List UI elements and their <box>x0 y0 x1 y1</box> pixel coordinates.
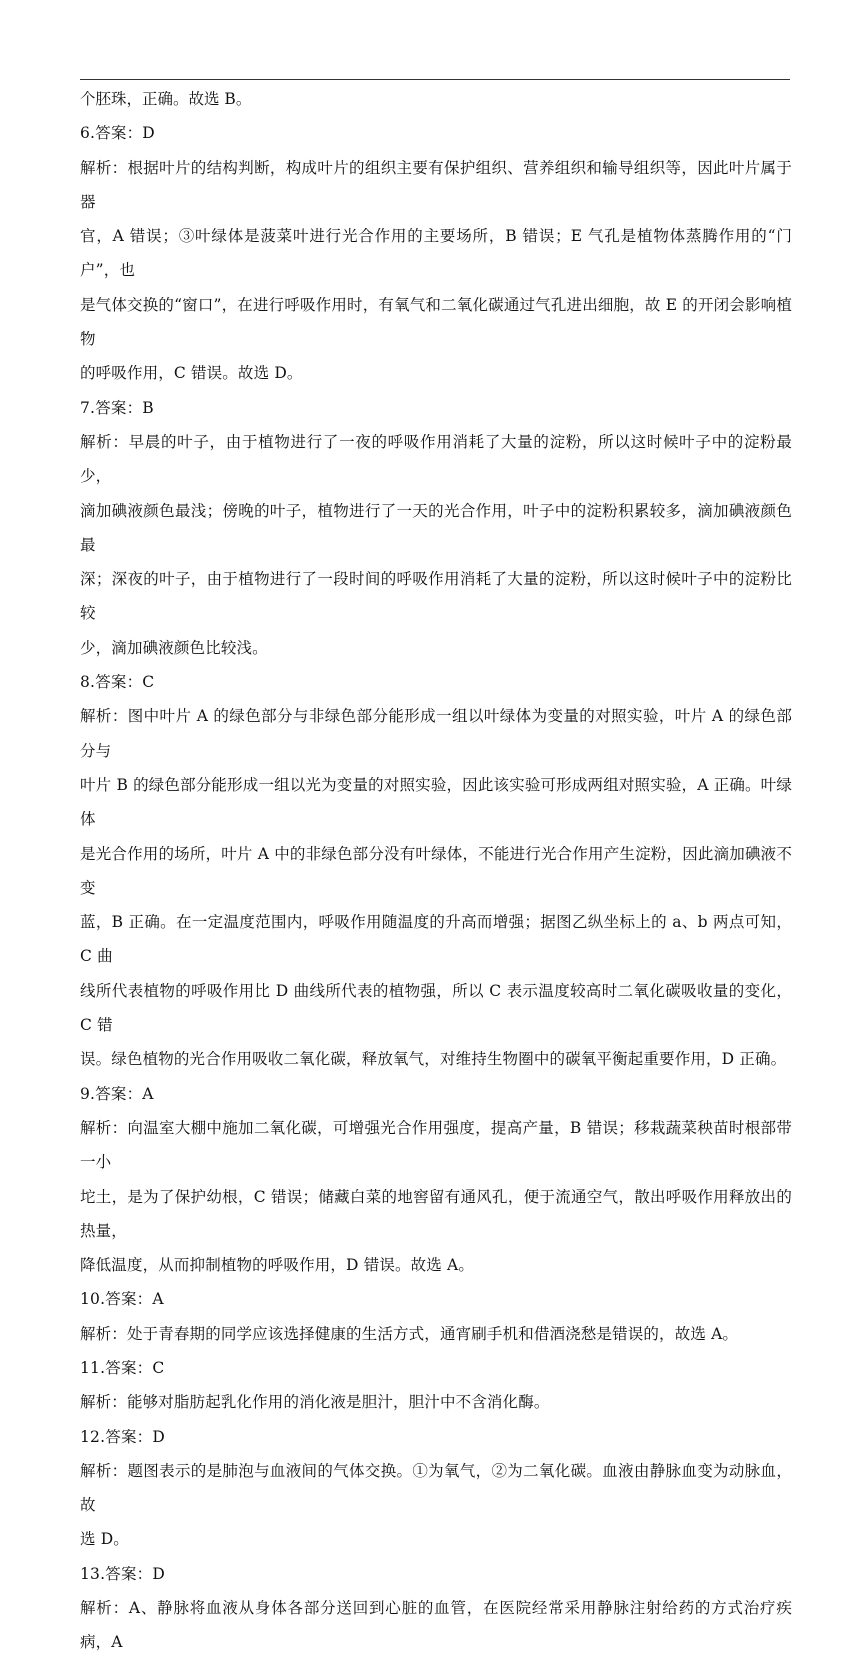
analysis-line: 蓝，B 正确。在一定温度范围内，呼吸作用随温度的升高而增强；据图乙纵坐标上的 a、b 两点可知，C 曲 <box>80 913 792 966</box>
analysis-line: 解析：根据叶片的结构判断，构成叶片的组织主要有保护组织、营养组织和输导组织等，因此叶片属于器 <box>80 158 792 211</box>
analysis-line: 解析：能够对脂肪起乳化作用的消化液是胆汁，胆汁中不含消化酶。 <box>80 1393 550 1412</box>
text-line: 个胚珠，正确。故选 B。 <box>80 90 252 108</box>
analysis-line: 选 D。 <box>80 1530 129 1549</box>
analysis-line: 的呼吸作用，C 错误。故选 D。 <box>80 364 303 383</box>
analysis-line: 滴加碘液颜色最浅；傍晚的叶子，植物进行了一天的光合作用，叶子中的淀粉积累较多，滴加碘液颜色最 <box>80 501 792 554</box>
answer-heading-7: 7.答案：B <box>80 398 154 417</box>
analysis-line: 解析：向温室大棚中施加二氧化碳，可增强光合作用强度，提高产量，B 错误；移栽蔬菜秧苗时根部带一小 <box>80 1118 792 1172</box>
analysis-line: 解析：题图表示的是肺泡与血液间的气体交换。①为氧气，②为二氧化碳。血液由静脉血变为动脉血，故 <box>80 1461 792 1515</box>
analysis-line: 少，滴加碘液颜色比较浅。 <box>80 638 268 657</box>
analysis-line: 官，A 错误；③叶绿体是菠菜叶进行光合作用的主要场所，B 错误；E 气孔是植物体蒸腾作用的“门户”，也 <box>80 227 792 280</box>
answer-heading-13: 13.答案：D <box>80 1564 165 1583</box>
analysis-line: 误。绿色植物的光合作用吸收二氧化碳，释放氧气，对维持生物圈中的碳氧平衡起重要作用，D 正确。 <box>80 1050 787 1069</box>
answer-heading-11: 11.答案：C <box>80 1358 165 1377</box>
analysis-line: 解析：A、静脉将血液从身体各部分送回到心脏的血管，在医院经常采用静脉注射给药的方式治疗疾病，A <box>80 1599 792 1652</box>
header-rule <box>80 79 790 80</box>
answer-heading-8: 8.答案：C <box>80 673 155 692</box>
analysis-line: 是气体交换的“窗口”，在进行呼吸作用时，有氧气和二氧化碳通过气孔进出细胞，故 E 的开闭会影响植物 <box>80 295 792 349</box>
analysis-line: 解析：图中叶片 A 的绿色部分与非绿色部分能形成一组以叶绿体为变量的对照实验，叶片 A 的绿色部分与 <box>80 707 792 760</box>
analysis-line: 坨土，是为了保护幼根，C 错误；储藏白菜的地窖留有通风孔，便于流通空气，散出呼吸作用释放出的热量， <box>80 1187 792 1240</box>
answer-heading-10: 10.答案：A <box>80 1290 164 1309</box>
answer-heading-12: 12.答案：D <box>80 1427 165 1446</box>
answer-analysis-text <box>80 82 792 1660</box>
analysis-line: 是光合作用的场所，叶片 A 中的非绿色部分没有叶绿体，不能进行光合作用产生淀粉，因此滴加碘液不变 <box>80 844 792 897</box>
answer-heading-6: 6.答案：D <box>80 124 155 143</box>
analysis-line: 深；深夜的叶子，由于植物进行了一段时间的呼吸作用消耗了大量的淀粉，所以这时候叶子中的淀粉比较 <box>80 570 792 623</box>
analysis-line: 线所代表植物的呼吸作用比 D 曲线所代表的植物强，所以 C 表示温度较高时二氧化碳吸收量的变化，C 错 <box>80 981 792 1035</box>
answer-heading-9: 9.答案：A <box>80 1084 154 1103</box>
analysis-line: 解析：早晨的叶子，由于植物进行了一夜的呼吸作用消耗了大量的淀粉，所以这时候叶子中的淀粉最少， <box>80 432 792 486</box>
analysis-line: 降低温度，从而抑制植物的呼吸作用，D 错误。故选 A。 <box>80 1256 475 1275</box>
analysis-line: 叶片 B 的绿色部分能形成一组以光为变量的对照实验，因此该实验可形成两组对照实验，A 正确。叶绿体 <box>80 775 792 829</box>
analysis-line: 解析：处于青春期的同学应该选择健康的生活方式，通宵刷手机和借酒浇愁是错误的，故选 A。 <box>80 1324 739 1343</box>
